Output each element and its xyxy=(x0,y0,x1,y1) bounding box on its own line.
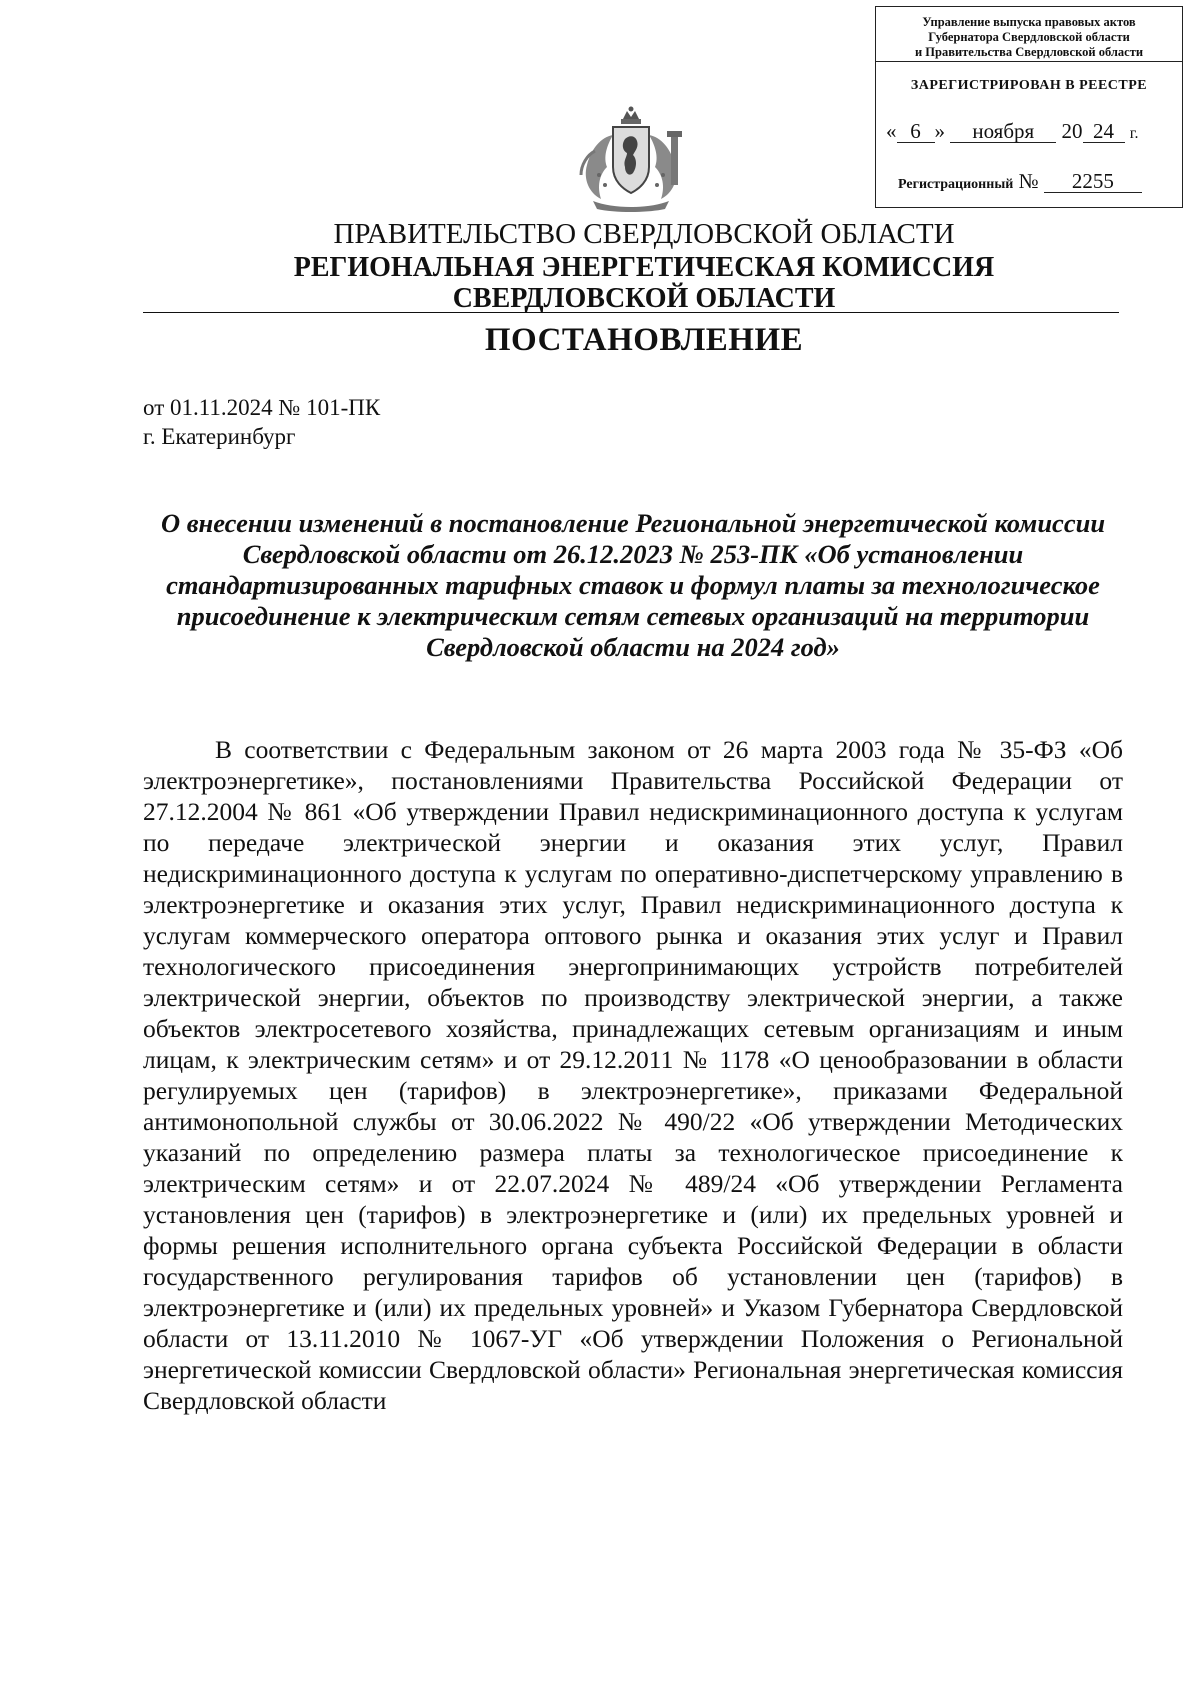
commission-title-line1: РЕГИОНАЛЬНАЯ ЭНЕРГЕТИЧЕСКАЯ КОМИССИЯ xyxy=(293,252,995,283)
document-body xyxy=(143,734,1123,1416)
document-type: ПОСТАНОВЛЕНИЕ xyxy=(484,322,804,358)
stamp-header-line: и Правительства Свердловской области xyxy=(914,45,1144,59)
stamp-registered-label: ЗАРЕГИСТРИРОВАН В РЕЕСТРЕ xyxy=(910,78,1148,93)
stamp-header-line: Управление выпуска правовых актов xyxy=(922,15,1136,29)
stamp-reg-label: Регистрационный xyxy=(898,177,1014,192)
stamp-reg-number-row xyxy=(898,169,1142,194)
document-subject: О внесении изменений в постановление Региональной энергетической комиссии Свердловской области от 26.12.2023 № 253-ПК «Об установлении стандартизированных тарифных ставок и формул платы за технологическое присоединение к электрическим сетям сетевых организаций на территории Свердловской области на 2024 год» xyxy=(160,508,1106,662)
stamp-date xyxy=(886,119,1178,144)
stamp-header xyxy=(876,7,1182,62)
stamp-year-unit: г. xyxy=(1129,125,1139,142)
stamp-header-line: Губернатора Свердловской области xyxy=(928,30,1130,44)
stamp-number-sign: № xyxy=(1018,169,1039,193)
stamp-month: ноября xyxy=(950,120,1056,143)
body-paragraph: В соответствии с Федеральным законом от 26 марта 2003 года № 35-ФЗ «Об электроэнергетике», постановлениями Правительства Российской Федерации от 27.12.2004 № 861 «Об утверждении Правил недискриминационного доступа к услугам по передаче электрической энергии и оказания этих услуг, Правил недискриминационного доступа к услугам по оперативно-диспетчерскому управлению в электроэнергетике и оказания этих услуг, Правил недискриминационного доступа к услугам коммерческого оператора оптового рынка и оказания этих услуг и Правил технологического присоединения энергопринимающих устройств потребителей электрической энергии, объектов по производству электрической энергии, а также объектов электросетевого хозяйства, принадлежащих сетевым организациям и иным лицам, к электрическим сетям» и от 29.12.2011 № 1178 «О ценообразовании в области регулируемых цен (тарифов) в электроэнергетике», приказами Федеральной антимонопольной службы от 30.06.2022 № 490/22 «Об утверждении Методических указаний по определению размера платы за технологическое присоединение к электрическим сетям» и от 22.07.2024 № 489/24 «Об утверждении Регламента установления цен (тарифов) в электроэнергетике и (или) их предельных уровней и формы решения исполнительного органа субъекта Российской Федерации в области государственного регулирования тарифов об установлении цен (тарифов) в электроэнергетике и (или) их предельных уровней» и Указом Губернатора Свердловской области от 13.11.2010 № 1067-УГ «Об утверждении Положения о Региональной энергетической комиссии Свердловской области» Региональная энергетическая комиссия Свердловской области xyxy=(143,735,1123,1415)
header-divider xyxy=(143,312,1119,313)
government-title: ПРАВИТЕЛЬСТВО СВЕРДЛОВСКОЙ ОБЛАСТИ xyxy=(333,218,955,250)
document-meta xyxy=(143,393,380,451)
commission-title-line2: СВЕРДЛОВСКОЙ ОБЛАСТИ xyxy=(452,283,836,314)
coat-of-arms-icon xyxy=(573,105,689,213)
registration-stamp xyxy=(875,6,1183,208)
stamp-year-suffix: 24 xyxy=(1083,120,1125,143)
document-city: г. Екатеринбург xyxy=(143,424,296,449)
stamp-reg-number: 2255 xyxy=(1044,170,1142,193)
document-date-number: от 01.11.2024 № 101-ПК xyxy=(143,395,381,420)
stamp-day: 6 xyxy=(897,120,935,143)
stamp-quote-open: « xyxy=(886,119,897,143)
stamp-quote-close: » xyxy=(934,119,945,143)
stamp-year-prefix: 20 xyxy=(1061,119,1083,143)
